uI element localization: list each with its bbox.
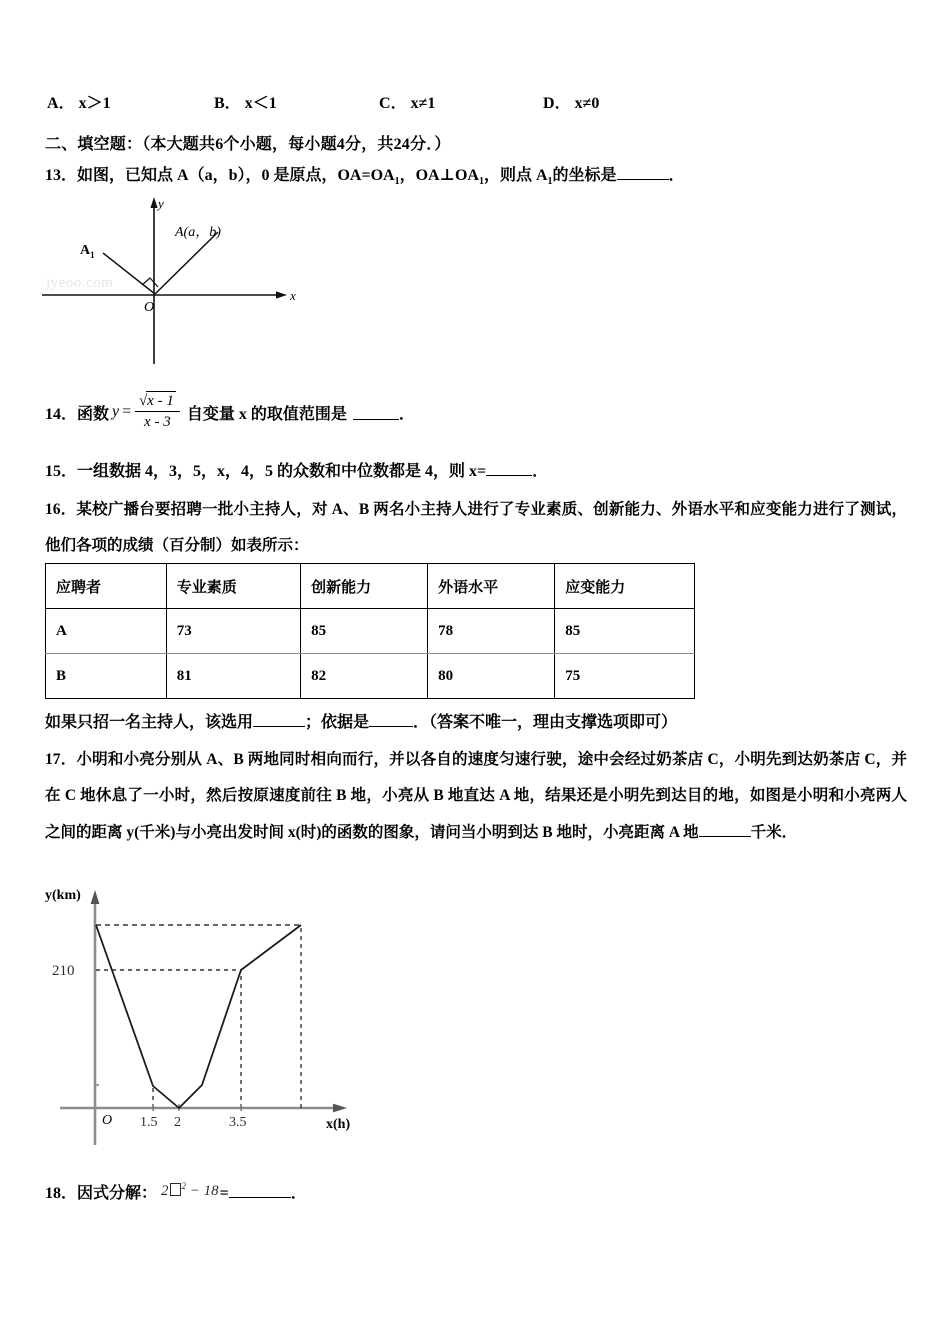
option-b-label: B bbox=[214, 95, 225, 112]
figure1-point-a1-label: $A_1$ bbox=[80, 243, 95, 260]
option-c-text: x≠1 bbox=[410, 95, 436, 112]
option-b[interactable]: B． x＜1 bbox=[214, 95, 277, 112]
fraction-denominator: x - 3 bbox=[144, 414, 171, 430]
table-header-cell: 外语水平 bbox=[428, 564, 555, 609]
chart-y-tick-210: 210 bbox=[52, 963, 75, 979]
table-header-cell: 创新能力 bbox=[301, 564, 428, 609]
question-18 bbox=[45, 1180, 307, 1203]
table-row bbox=[46, 654, 695, 699]
chart-x-tick-3_5: 3.5 bbox=[229, 1115, 247, 1130]
table-cell-candidate: B bbox=[46, 654, 167, 699]
table-cell-value: 80 bbox=[428, 654, 555, 699]
followup-part3: ．（答案不唯一，理由支撑选项即可） bbox=[413, 714, 678, 731]
option-d-text: x≠0 bbox=[574, 95, 600, 112]
question-13-text-mid: ，OA⊥OA bbox=[399, 167, 479, 184]
question-13-sub2: 1 bbox=[478, 176, 484, 188]
chart-x-axis-label: x(h) bbox=[326, 1117, 351, 1132]
question-13-period: ． bbox=[668, 167, 685, 184]
question-14-period: ． bbox=[398, 405, 415, 423]
followup-part1: 如果只招一名主持人，该选用 bbox=[45, 714, 254, 731]
table-header-cell: 专业素质 bbox=[166, 564, 300, 609]
question-15-text: 一组数据 4，3，5，x，4，5 的众数和中位数都是 4，则 x= bbox=[77, 463, 487, 480]
question-13 bbox=[45, 162, 685, 187]
figure1-y-axis-label: y bbox=[158, 196, 164, 211]
question-14-number: 14． bbox=[45, 405, 78, 423]
question-18-expression bbox=[161, 1181, 219, 1200]
option-d[interactable]: D． x≠0 bbox=[543, 95, 600, 112]
option-c-label: C bbox=[379, 95, 391, 112]
question-15-number: 15． bbox=[45, 463, 78, 480]
table-cell-value: 78 bbox=[428, 609, 555, 654]
figure-distance-time-graph bbox=[40, 880, 380, 1160]
question-13-number: 13． bbox=[45, 167, 78, 184]
question-13-text-after: ，则点 A bbox=[483, 167, 548, 184]
x-axis-line bbox=[42, 291, 287, 298]
chart-x-tick-1_5: 1.5 bbox=[140, 1115, 158, 1130]
option-d-label: D bbox=[543, 95, 555, 112]
question-13-text-end: 的坐标是 bbox=[552, 167, 617, 184]
question-13-text-before: 如图，已知点 A（a，b），0 是原点，OA=OA bbox=[77, 167, 395, 184]
table-row bbox=[46, 609, 695, 654]
question-17-text-end: 千米． bbox=[750, 823, 798, 841]
table-cell-value: 81 bbox=[166, 654, 300, 699]
chart-origin-label: O bbox=[102, 1113, 113, 1128]
table-cell-value: 85 bbox=[555, 609, 695, 654]
question-14-text-after: 自变量 x 的取值范围是 bbox=[186, 405, 347, 423]
table-cell-value: 73 bbox=[166, 609, 300, 654]
followup-part2: ；依据是 bbox=[305, 714, 370, 731]
question-18-equals: = bbox=[219, 1185, 229, 1202]
section-heading: 二、填空题：（本大题共6个小题，每小题4分，共24分．） bbox=[45, 136, 451, 153]
answer-options-row bbox=[47, 90, 907, 114]
table-cell-value: 75 bbox=[555, 654, 695, 699]
expr-tail: − 18 bbox=[189, 1183, 219, 1199]
question-17 bbox=[45, 742, 907, 851]
option-c[interactable]: C． x≠1 bbox=[379, 95, 436, 112]
expr-exponent: 2 bbox=[181, 1181, 187, 1191]
table-cell-candidate: A bbox=[46, 609, 167, 654]
question-14-formula-equals: = bbox=[121, 403, 132, 420]
question-14-fraction bbox=[135, 391, 180, 431]
question-13-sub1: 1 bbox=[394, 176, 400, 188]
figure1-origin-label: O bbox=[144, 300, 155, 315]
question-16-text: 某校广播台要招聘一批小主持人，对 A、B 两名小主持人进行了专业素质、创新能力、外语水平和应变能力进行了测试，他们各项的成绩（百分制）如表所示： bbox=[45, 501, 907, 555]
scores-table bbox=[45, 563, 695, 699]
question-14-answer-blank[interactable] bbox=[353, 405, 399, 420]
table-header-cell: 应聘者 bbox=[46, 564, 167, 609]
question-16-number: 16． bbox=[45, 501, 77, 518]
radicand: x - 1 bbox=[147, 393, 174, 409]
question-14-text-before: 函数 bbox=[77, 405, 110, 423]
question-15 bbox=[45, 458, 548, 481]
question-14 bbox=[45, 392, 415, 432]
question-17-text: 小明和小亮分别从 A、B 两地同时相向而行，并以各自的速度匀速行驶，途中会经过奶茶店 C，小明先到达奶茶店 C，并在 C 地休息了一小时，然后按原速度前往 B 地，小亮从 B 地直达 A 地，结果还是小明先到达目的地，如图是小明和小亮两人之间的距离 y(千米)与小亮出发时间 x(时)的函数的图象，请问当小明到达 B 地时，小亮距离 A 地 bbox=[45, 751, 907, 841]
question-15-period: ． bbox=[532, 463, 549, 480]
table-header-cell: 应变能力 bbox=[555, 564, 695, 609]
fraction-numerator: √x - 1 bbox=[135, 391, 180, 412]
table-header-row bbox=[46, 564, 695, 609]
question-18-number: 18．因式分解： bbox=[45, 1185, 158, 1202]
table-cell-value: 82 bbox=[301, 654, 428, 699]
question-14-formula-var: y bbox=[112, 403, 120, 420]
option-a-label: A bbox=[47, 95, 59, 112]
chart-y-axis-label: y(km) bbox=[45, 888, 81, 903]
question-13-answer-blank[interactable] bbox=[617, 165, 669, 180]
watermark-text: jyeoo.com bbox=[46, 275, 114, 291]
chart-x-tick-2: 2 bbox=[174, 1115, 181, 1130]
question-18-answer-blank[interactable] bbox=[229, 1183, 291, 1198]
chart-series-line bbox=[96, 925, 301, 1108]
question-17-number: 17． bbox=[45, 751, 77, 768]
option-a[interactable]: A． x＞1 bbox=[47, 95, 111, 112]
missing-glyph-box bbox=[170, 1183, 181, 1196]
question-13-sub3: 1 bbox=[547, 176, 553, 188]
question-18-period: ． bbox=[290, 1185, 307, 1202]
option-b-text: x＜1 bbox=[244, 95, 277, 112]
followup-blank-2[interactable] bbox=[369, 712, 413, 727]
figure1-x-axis-label: x bbox=[290, 288, 296, 303]
question-15-answer-blank[interactable] bbox=[486, 461, 532, 476]
figure1-point-a-label: A(a，b) bbox=[175, 225, 221, 240]
option-a-text: x＞1 bbox=[78, 95, 111, 112]
table-cell-value: 85 bbox=[301, 609, 428, 654]
question-16-followup bbox=[45, 709, 677, 732]
question-17-answer-blank[interactable] bbox=[699, 822, 751, 837]
expr-coefficient: 2 bbox=[161, 1183, 169, 1199]
question-16 bbox=[45, 492, 907, 565]
followup-blank-1[interactable] bbox=[253, 712, 305, 727]
